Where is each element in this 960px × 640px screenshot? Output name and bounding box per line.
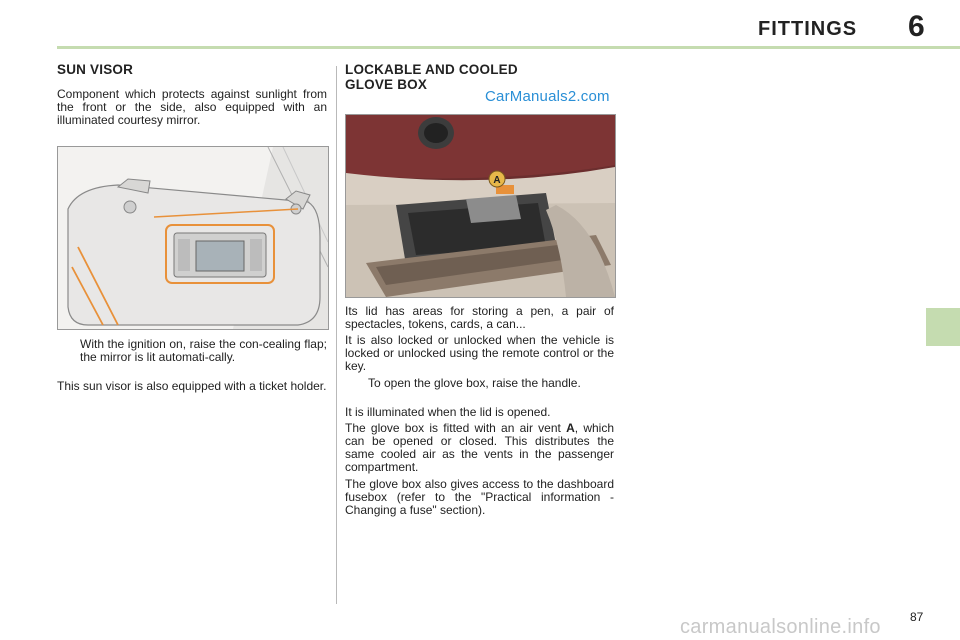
air-vent-ref: A — [566, 421, 575, 435]
sun-visor-intro: Component which protects against sunlight from the front or the side, also equipped with an illuminated courtesy mirror. — [57, 87, 327, 127]
sun-visor-bullet — [57, 338, 327, 364]
glove-box-bullet-text: To open the glove box, raise the handle. — [368, 376, 581, 390]
glove-box-heading-line2: GLOVE BOX — [345, 77, 428, 92]
glove-box-p3: It is illuminated when the lid is opened. — [345, 405, 551, 419]
column-divider — [336, 66, 337, 604]
glove-box-p1: Its lid has areas for storing a pen, a pair of spectacles, tokens, cards, a can... — [345, 304, 614, 331]
sun-visor-bullet-text: With the ignition on, raise the con-cealing flap; the mirror is lit automati-cally. — [80, 337, 327, 364]
chapter-title: FITTINGS — [758, 18, 858, 40]
glove-box-bullet — [345, 377, 614, 390]
chapter-number: 6 — [908, 10, 925, 43]
chapter-side-tab — [926, 308, 960, 346]
sun-visor-illustration — [58, 147, 328, 329]
sun-visor-heading: SUN VISOR — [57, 62, 134, 77]
glove-box-p2: It is also locked or unlocked when the vehicle is locked or unlocked using the remote control or the key. — [345, 333, 614, 373]
footer-watermark: carmanualsonline.info — [680, 616, 881, 638]
glove-box-p4-end: , which can be opened or closed. This distributes the same cooled air as the vents in the passenger compartment. — [345, 421, 614, 474]
sun-visor-figure — [57, 146, 329, 330]
header-rule — [57, 46, 960, 49]
glove-box-figure — [345, 114, 616, 298]
glove-box-illustration — [346, 115, 615, 297]
page-number: 87 — [910, 610, 924, 624]
glove-box-p5: The glove box also gives access to the dashboard fusebox (refer to the "Practical information - Changing a fuse" section). — [345, 477, 614, 517]
glove-box-p4 — [345, 422, 614, 474]
glove-box-p4-start: The glove box is fitted with an air vent — [345, 421, 567, 435]
glove-box-heading-line1: LOCKABLE AND COOLED — [345, 62, 518, 77]
air-vent-label: A — [493, 175, 501, 186]
carmanuals-watermark: CarManuals2.com — [485, 88, 610, 105]
sun-visor-outro: This sun visor is also equipped with a ticket holder. — [57, 379, 327, 393]
